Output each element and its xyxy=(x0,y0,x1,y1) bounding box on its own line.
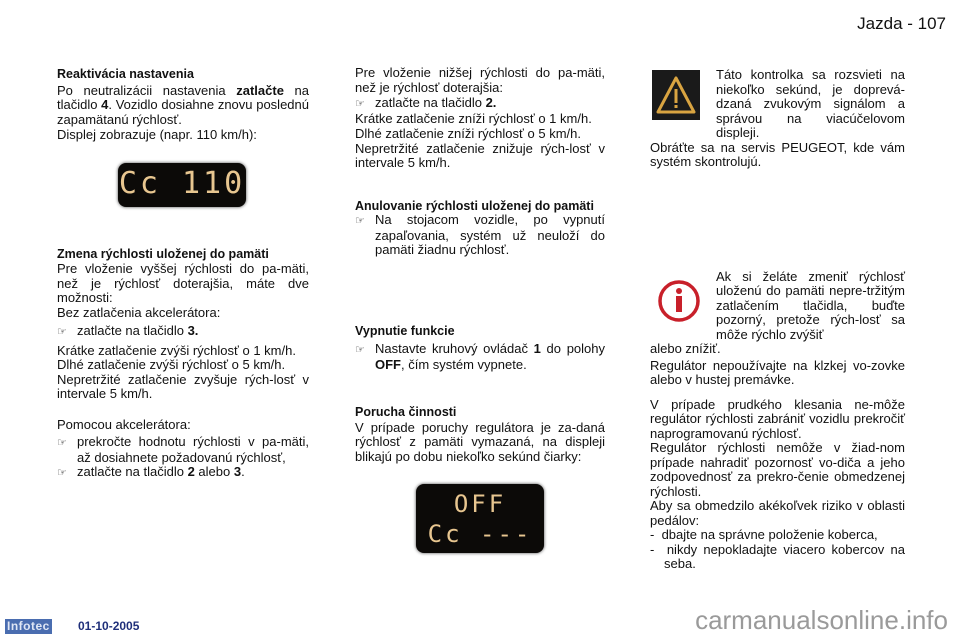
left-column xyxy=(57,67,309,481)
text: , čím systém vypnete. xyxy=(401,356,527,372)
paragraph: Krátke zatlačenie zvýši rýchlosť o 1 km/h. xyxy=(57,342,296,358)
paragraph: V prípade poruchy regulátora je za-daná rýchlosť z pamäti vymazaná, na displeji blikajú po dobu niekoľko sekúnd čiarky: xyxy=(355,419,605,464)
infotec-logo: Infotec xyxy=(7,619,50,633)
heading-change-speed: Zmena rýchlosti uloženej do pamäti xyxy=(57,246,269,261)
display-off-dashes xyxy=(416,484,544,553)
paragraph: V prípade prudkého klesania ne-môže regulátor rýchlosti zabrániť vozidlu prekročiť naprogramovanú rýchlosť. xyxy=(650,396,905,441)
text: zatlačte xyxy=(236,82,284,98)
text: prekročte hodnotu rýchlosti v pa-mäti, až dosiahnete požadovanú rýchlosť, xyxy=(77,434,309,465)
pointing-hand-icon: ☞ xyxy=(355,215,365,227)
paragraph: Dlhé zatlačenie zvýši rýchlosť o 5 km/h. xyxy=(57,357,286,372)
text: na tlačidlo xyxy=(57,82,309,112)
pointing-hand-icon: ☞ xyxy=(355,98,365,110)
pointing-hand-icon: ☞ xyxy=(57,467,67,479)
paragraph: alebo znížiť. xyxy=(650,341,721,356)
paragraph: Displej zobrazuje (napr. 110 km/h): xyxy=(57,127,257,142)
text: dbajte na správne položenie koberca, xyxy=(661,527,878,542)
info-circle-icon xyxy=(655,278,703,324)
right-column xyxy=(650,68,905,572)
paragraph: Nepretržité zatlačenie znižuje rých-losť v intervale 5 km/h. xyxy=(355,140,605,170)
paragraph: Aby sa obmedzilo akékoľvek riziko v oblasti pedálov: xyxy=(650,498,905,528)
paragraph: Nepretržité zatlačenie zvyšuje rých-losť v intervale 5 km/h. xyxy=(57,371,309,401)
text: . xyxy=(241,464,245,479)
text: Na stojacom vozidle, po vypnutí zapaľovania, systém už neuloží do pamäti žiadnu rýchlosť. xyxy=(375,212,605,257)
dash-item: - nikdy nepokladajte viacero kobercov na seba. xyxy=(650,541,905,571)
display-line-dashes: Cc --- xyxy=(427,519,533,548)
text: . Vozidlo dosiahne znovu poslednú zapamätanú rýchlosť. xyxy=(57,97,309,127)
text: OFF xyxy=(375,356,401,372)
heading-malfunction: Porucha činnosti xyxy=(355,405,457,419)
info-note xyxy=(650,270,905,343)
page-header-title: Jazda - 107 xyxy=(857,14,946,33)
bullet-item xyxy=(57,324,309,340)
dash-item: - dbajte na správne položenie koberca, xyxy=(650,527,878,542)
text: 2. xyxy=(485,95,497,110)
paragraph: Pre vloženie vyššej rýchlosti do pa-mäti, než je rýchlosť doterajšia, máte dve možnosti: xyxy=(57,261,309,305)
paragraph: Regulátor nepoužívajte na klzkej vo-zovke alebo v hustej premávke. xyxy=(650,357,905,387)
pointing-hand-icon: ☞ xyxy=(57,437,67,449)
text: Nastavte kruhový ovládač xyxy=(375,341,534,356)
paragraph: Regulátor rýchlosti nemôže v žiad-nom prípade nahradiť pozornosť vo-diča a jeho zodpovednosť za prekro-čenie obmedzenej rýchlosti. xyxy=(650,440,905,499)
paragraph xyxy=(57,84,309,128)
paragraph: Pomocou akcelerátora: xyxy=(57,416,191,432)
bullet-item xyxy=(57,465,309,481)
warning-note xyxy=(650,68,905,141)
pointing-hand-icon: ☞ xyxy=(355,344,365,356)
display-line-off: OFF xyxy=(453,489,507,518)
paragraph: Táto kontrolka sa rozsvieti na niekoľko sekúnd, je doprevá-dzaná zvukovým signálom a správou na viacúčelovom displeji. xyxy=(716,67,905,140)
text: 1 xyxy=(533,341,541,356)
paragraph: Bez zatlačenia akcelerátora: xyxy=(57,304,221,320)
text: Po neutralizácii nastavenia xyxy=(57,82,237,98)
text: 3 xyxy=(233,464,242,479)
bullet-item xyxy=(355,96,605,112)
paragraph: Pre vloženie nižšej rýchlosti do pa-mäti, než je rýchlosť doterajšia: xyxy=(355,65,605,95)
display-cc-110: Cc 110 xyxy=(118,163,246,207)
footer-date: 01-10-2005 xyxy=(78,619,140,633)
text: 3. xyxy=(187,323,199,338)
text: zatlačte na tlačidlo xyxy=(77,464,188,479)
paragraph: Obráťte sa na servis PEUGEOT, kde vám systém skontrolujú. xyxy=(650,139,905,169)
heading-switch-off: Vypnutie funkcie xyxy=(355,323,455,338)
heading-reactivation: Reaktivácia nastavenia xyxy=(57,67,194,81)
paragraph: Ak si želáte zmeniť rýchlosť uloženú do pamäti nepre-tržitým zatlačením tlačidla, buďte pozorný, pretože rých-losť sa môže rýchlo zvýšiť xyxy=(716,268,905,342)
warning-triangle-icon xyxy=(652,70,700,120)
text: do polohy xyxy=(540,341,606,356)
bullet-item xyxy=(355,213,605,258)
text: zatlačte na tlačidlo xyxy=(375,95,486,110)
bullet-item xyxy=(57,435,309,465)
paragraph: Krátke zatlačenie zníži rýchlosť o 1 km/h. xyxy=(355,110,592,126)
text: nikdy nepokladajte viacero kobercov na seba. xyxy=(664,541,905,571)
bullet-item xyxy=(355,342,605,372)
pointing-hand-icon: ☞ xyxy=(57,326,67,338)
heading-cancel-stored-speed: Anulovanie rýchlosti uloženej do pamäti xyxy=(355,198,594,213)
text: 2 xyxy=(187,464,195,479)
text: zatlačte na tlačidlo xyxy=(77,323,188,338)
text: 4 xyxy=(101,97,109,112)
paragraph: Dlhé zatlačenie zníži rýchlosť o 5 km/h. xyxy=(355,126,581,141)
watermark: carmanualsonline.info xyxy=(695,605,948,635)
middle-column xyxy=(355,66,605,553)
text: alebo xyxy=(194,464,234,479)
